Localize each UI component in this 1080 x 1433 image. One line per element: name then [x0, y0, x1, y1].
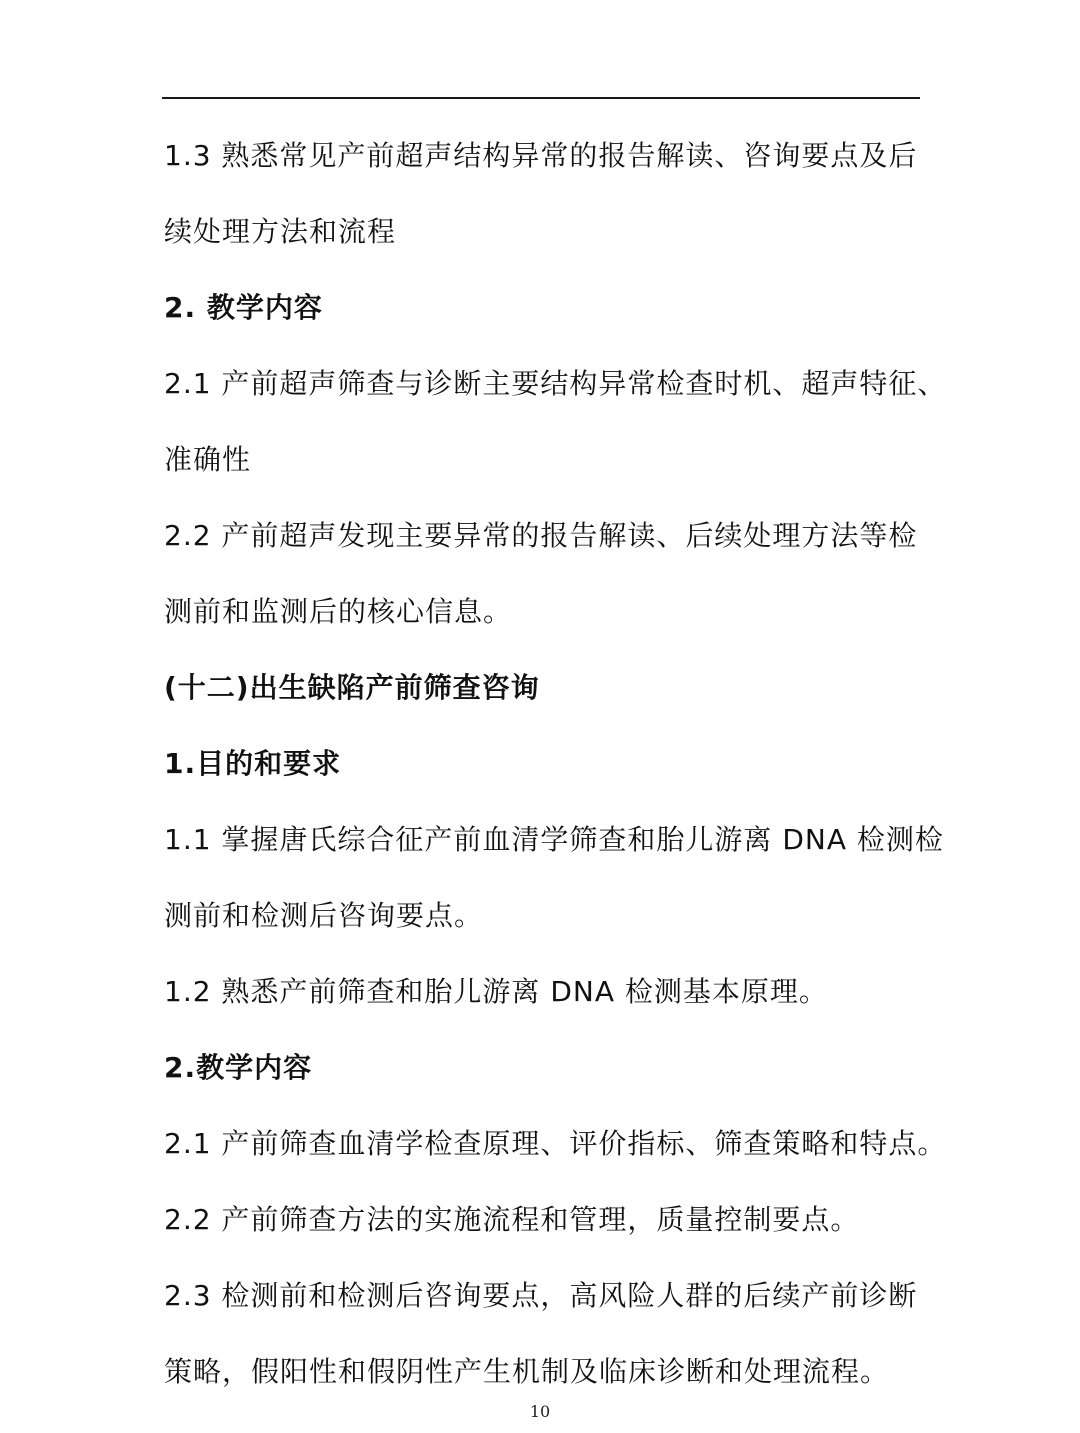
section-heading: 2.教学内容: [164, 1051, 313, 1084]
text-line: 2.1 产前筛查血清学检查原理、评价指标、筛查策略和特点。: [164, 1127, 947, 1160]
page-number: 10: [529, 1402, 551, 1421]
header-rule: [162, 97, 920, 99]
text-line: 准确性: [164, 443, 252, 476]
text-line: 策略，假阳性和假阴性产生机制及临床诊断和处理流程。: [164, 1355, 890, 1388]
text-line: 测前和监测后的核心信息。: [164, 595, 513, 628]
text-line: 1.1 掌握唐氏综合征产前血清学筛查和胎儿游离 DNA 检测检: [164, 823, 944, 856]
section-heading: 2. 教学内容: [164, 291, 323, 324]
chapter-heading: (十二)出生缺陷产前筛查咨询: [164, 671, 540, 704]
text-line: 2.2 产前超声发现主要异常的报告解读、后续处理方法等检: [164, 519, 918, 552]
text-line: 续处理方法和流程: [164, 215, 397, 248]
text-line: 2.3 检测前和检测后咨询要点，高风险人群的后续产前诊断: [164, 1279, 918, 1312]
text-line: 1.3 熟悉常见产前超声结构异常的报告解读、咨询要点及后: [164, 139, 918, 172]
text-line: 2.1 产前超声筛查与诊断主要结构异常检查时机、超声特征、: [164, 367, 947, 400]
section-heading: 1.目的和要求: [164, 747, 342, 780]
text-line: 1.2 熟悉产前筛查和胎儿游离 DNA 检测基本原理。: [164, 975, 828, 1008]
text-line: 2.2 产前筛查方法的实施流程和管理，质量控制要点。: [164, 1203, 860, 1236]
text-line: 测前和检测后咨询要点。: [164, 899, 484, 932]
